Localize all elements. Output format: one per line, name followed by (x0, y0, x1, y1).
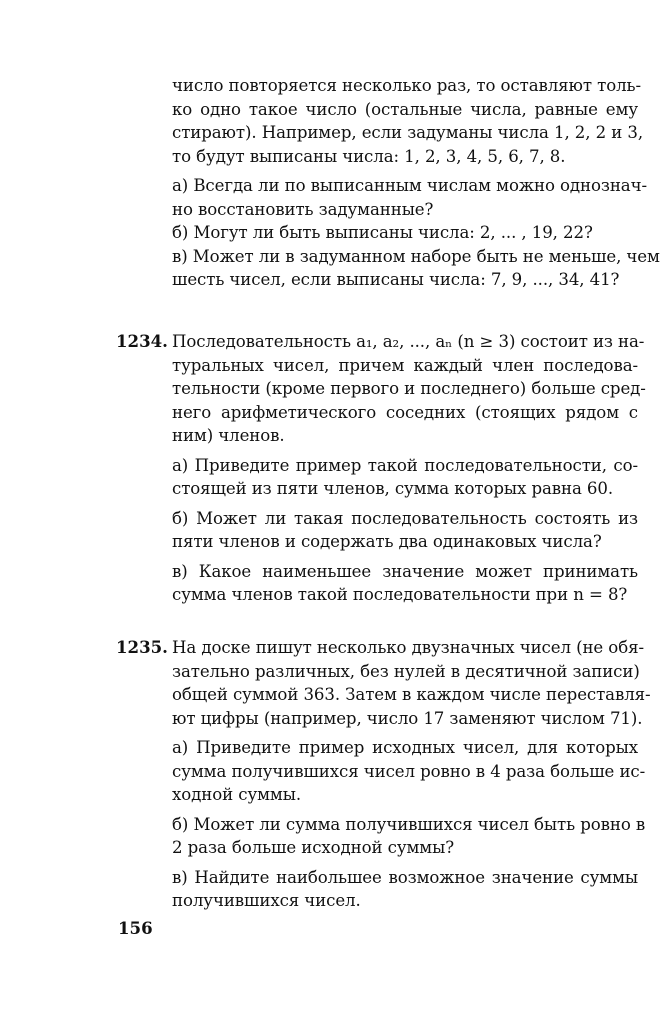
intro-part-b (172, 221, 638, 245)
text-line: получившихся чисел. (172, 891, 361, 910)
text-line: б) Может ли сумма получившихся чисел быть ровно в (172, 814, 646, 834)
intro-block (172, 74, 660, 292)
text-line: в) Какое наименьшее значение может принимать (172, 561, 638, 581)
text-line: пяти членов и содержать два одинаковых числа? (172, 532, 602, 551)
problem-1234 (172, 330, 646, 607)
text-line: но восстановить задуманные? (172, 199, 434, 219)
text-line: б) Может ли такая последовательность состоять из (172, 508, 638, 528)
text-line: ходной суммы. (172, 785, 302, 804)
text-line: ют цифры (например, число 17 заменяют числом 71). (172, 708, 643, 728)
intro-part-c (172, 245, 660, 292)
problem-1234-part-b (172, 507, 638, 554)
problem-1234-statement (172, 330, 646, 448)
text-line: зательно различных, без нулей в десятичной записи) (172, 661, 640, 681)
problem-1234-part-a (172, 454, 638, 501)
problem-1235 (172, 636, 651, 913)
intro-paragraph (172, 74, 644, 168)
text-line: стирают). Например, если задуманы числа 1, 2, 2 и 3, (172, 123, 644, 142)
text-line: число повторяется несколько раз, то оставляют толь- (172, 76, 641, 95)
text-line: него арифметического соседних (стоящих рядом с (172, 402, 638, 422)
text-line: в) Может ли в задуманном наборе быть не меньше, чем (172, 246, 660, 266)
text-line: б) Могут ли быть выписаны числа: 2, ... , 19, 22? (172, 223, 593, 242)
text-line: 2 раза больше исходной суммы? (172, 838, 455, 857)
problem-number-1234: 1234. (116, 331, 168, 351)
problem-1235-part-c (172, 866, 638, 913)
problem-1235-part-b (172, 813, 646, 860)
text-line: общей суммой 363. Затем в каждом числе переставля- (172, 685, 651, 704)
text-line: тельности (кроме первого и последнего) больше сред- (172, 379, 646, 398)
text-line: а) Приведите пример такой последовательности, со- (172, 455, 638, 475)
text-line: то будут выписаны числа: 1, 2, 3, 4, 5, 6, 7, 8. (172, 146, 566, 166)
text-line: в) Найдите наибольшее возможное значение суммы (172, 867, 638, 887)
problem-1235-statement (172, 636, 651, 730)
text-line: а) Приведите пример исходных чисел, для которых (172, 738, 638, 757)
intro-part-a (172, 174, 647, 221)
text-line: шесть чисел, если выписаны числа: 7, 9, ..., 34, 41? (172, 270, 620, 289)
page-number: 156 (118, 918, 153, 938)
text-line: ко одно такое число (остальные числа, равные ему (172, 99, 638, 119)
text-line: ним) членов. (172, 426, 285, 445)
text-line: Последовательность a₁, a₂, ..., aₙ (n ≥ 3) состоит из на- (172, 332, 645, 351)
problem-number-1235: 1235. (116, 637, 168, 657)
problem-1235-part-a (172, 736, 646, 807)
problem-1234-part-c (172, 560, 638, 607)
text-line: сумма получившихся чисел ровно в 4 раза больше ис- (172, 761, 646, 781)
text-line: туральных чисел, причем каждый член последова- (172, 355, 638, 375)
text-line: а) Всегда ли по выписанным числам можно однознач- (172, 176, 647, 195)
text-line: На доске пишут несколько двузначных чисел (не обя- (172, 638, 644, 657)
text-line: стоящей из пяти членов, сумма которых равна 60. (172, 479, 614, 498)
text-line: сумма членов такой последовательности при n = 8? (172, 585, 628, 604)
